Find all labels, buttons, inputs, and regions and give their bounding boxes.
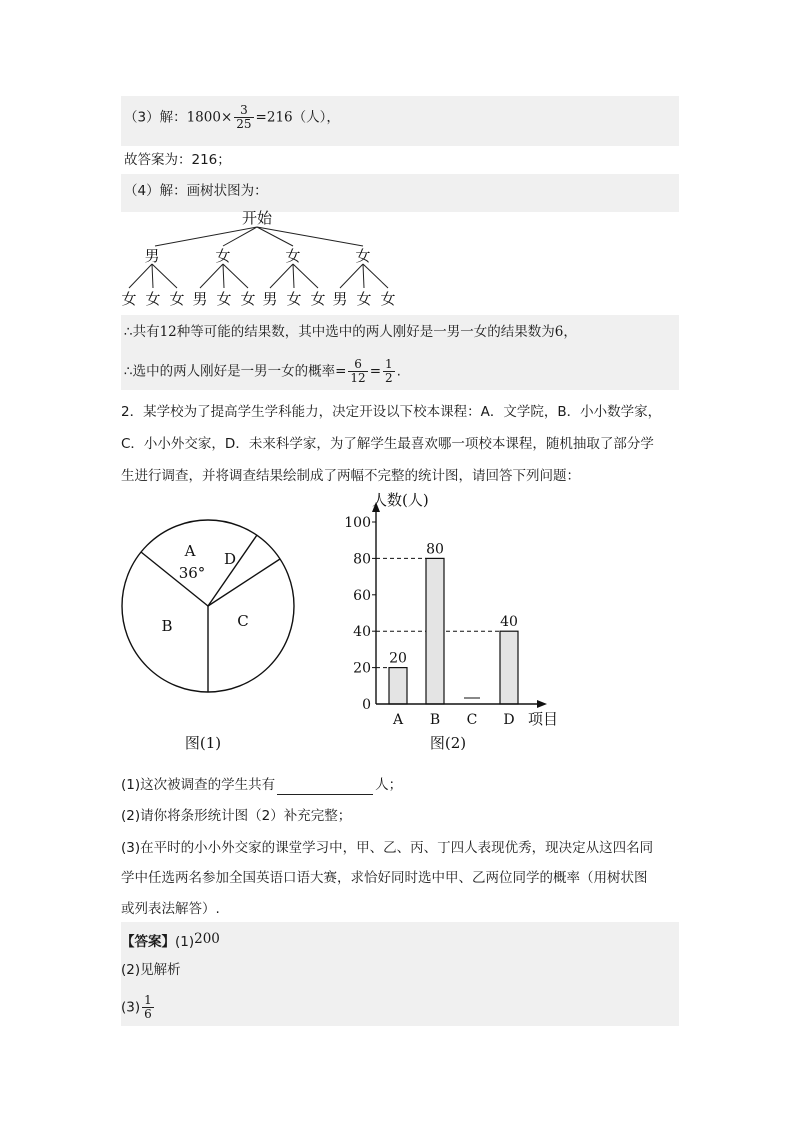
tree-l2-0-0: 女 — [121, 290, 137, 308]
pie-label-b: B — [161, 617, 173, 635]
pie-angle-a: 36° — [178, 564, 206, 582]
pie-label-c: C — [237, 612, 249, 630]
conclusion2-f2-den: 2 — [385, 371, 393, 385]
conclusion1-line — [124, 322, 577, 342]
tree-l2-2-0: 男 — [262, 290, 278, 308]
part3-unit: （人）， — [292, 109, 340, 126]
subq1-line — [121, 775, 402, 795]
tree-l2-0-1: 女 — [145, 290, 161, 308]
part4-line: （4）解：画树状图为： — [124, 183, 268, 199]
part3-frac-num: 3 — [234, 104, 253, 118]
tree-l2-0-2: 女 — [169, 290, 185, 308]
bar-value-label: 80 — [426, 541, 444, 558]
q2-line3: 生进行调查，并将调查结果绘制成了两幅不完整的统计图，请回答下列问题： — [121, 468, 580, 484]
tree-l2-2-1: 女 — [286, 290, 302, 308]
answer-label: 【答案】 — [121, 934, 175, 950]
x-tick-label: D — [503, 712, 515, 728]
conclusion1-text-a: ∴共有 — [124, 324, 160, 340]
bar-value-label: 40 — [500, 614, 518, 631]
answer3-fraction — [142, 994, 154, 1021]
conclusion2-f1-den: 12 — [350, 371, 366, 385]
answer3-num: 1 — [144, 993, 152, 1007]
tree-diagram — [117, 208, 517, 316]
pie-divider-dc — [208, 559, 280, 606]
pie-label-a: A — [184, 542, 196, 560]
tree-l2-3-0: 男 — [332, 290, 348, 308]
bar — [426, 558, 444, 704]
part3-frac-den: 25 — [236, 117, 252, 131]
y-axis-title: 人数(人) — [372, 491, 429, 509]
y-tick-label: 80 — [353, 551, 371, 568]
subq3-line1: (3)在平时的小小外交家的课堂学习中，甲、乙、丙、丁四人表现优秀，现决定从这四名同 — [121, 840, 654, 856]
conclusion2-frac2 — [383, 358, 395, 385]
subq1-blank[interactable] — [277, 780, 373, 795]
conclusion2-f2-num: 1 — [385, 357, 393, 371]
x-tick-label: C — [466, 712, 478, 728]
conclusion2-f1-num: 6 — [348, 358, 367, 372]
part3-line — [124, 104, 340, 131]
answer1-value: 200 — [194, 931, 220, 947]
conclusion2-text: ∴选中的两人刚好是一男一女的概率 — [124, 363, 336, 380]
tree-l2-2-2: 女 — [310, 290, 326, 308]
bar — [389, 668, 407, 704]
bar — [500, 631, 518, 704]
q2-line2: C．小小外交家，D．未来科学家，为了解学生最喜欢哪一项校本课程，随机抽取了部分学 — [121, 436, 654, 452]
answer3-line-final — [121, 994, 156, 1021]
pie-divider-ad — [208, 535, 257, 606]
answer3-den: 6 — [144, 1007, 152, 1021]
part3-expr-right: =216 — [255, 109, 293, 126]
answer2-line: (2)见解析 — [121, 962, 181, 978]
x-axis-title: 项目 — [528, 710, 559, 728]
part3-fraction — [234, 104, 253, 131]
bar-chart — [330, 490, 570, 750]
bar-value-label: 20 — [389, 650, 407, 667]
subq3-line3: 或列表法解答）. — [121, 901, 220, 917]
subq1-text: (1)这次被调查的学生共有 — [121, 777, 276, 793]
conclusion1-fav: 6 — [554, 324, 564, 340]
subq3-line2: 学中任选两名参加全国英语口语大赛，求恰好同时选中甲、乙两位同学的概率（用树状图 — [121, 870, 648, 886]
tree-l1-2: 女 — [285, 247, 301, 265]
tree-root: 开始 — [241, 209, 273, 227]
conclusion1-text-b: 种等可能的结果数，其中选中的两人刚好是一男一女的结果数为 — [176, 324, 555, 340]
tree-l2-1-2: 女 — [240, 290, 256, 308]
tree-l1-3: 女 — [355, 247, 371, 265]
tree-l2-3-2: 女 — [380, 290, 396, 308]
part3-label: （3）解： — [124, 109, 187, 126]
tree-edges — [129, 227, 388, 288]
conclusion2-line: ∴选中的两人刚好是一男一女的概率= $\frac{6}{12}$ = $\frac{1}{2}$ . — [124, 357, 401, 385]
conclusion1-text-c: ， — [563, 324, 577, 340]
y-tick-label: 100 — [344, 515, 371, 531]
q2-line1: 2．某学校为了提高学生学科能力，决定开设以下校本课程：A．文学院，B．小小数学家， — [121, 404, 662, 420]
conclusion2-end: . — [396, 363, 401, 380]
subq1-end: 人； — [375, 777, 403, 793]
x-tick-label: A — [392, 712, 404, 728]
bar-caption: 图(2) — [429, 734, 467, 750]
pie-caption: 图(1) — [184, 734, 222, 752]
x-axis-arrow — [537, 700, 547, 708]
pie-label-d: D — [223, 550, 237, 568]
tree-l1-1: 女 — [215, 247, 231, 265]
tree-l1-0: 男 — [144, 247, 160, 265]
tree-l2-1-1: 女 — [216, 290, 232, 308]
answer3-prefix: (3) — [121, 999, 141, 1016]
answer3-line: 故答案为：216； — [124, 152, 231, 168]
tree-l2-3-1: 女 — [356, 290, 372, 308]
pie-chart — [110, 505, 310, 765]
conclusion2-frac1 — [348, 358, 367, 385]
y-tick-label: 60 — [353, 587, 371, 604]
conclusion1-total: 12 — [159, 324, 177, 340]
y-tick-label: 20 — [353, 660, 371, 677]
tree-l2-1-0: 男 — [192, 290, 208, 308]
subq2-line: (2)请你将条形统计图（2）补充完整； — [121, 808, 352, 824]
y-tick-label: 40 — [353, 624, 371, 641]
answer1-line — [121, 929, 220, 952]
answer1-prefix: (1) — [175, 934, 195, 950]
y-tick-label: 0 — [362, 697, 371, 713]
x-tick-label: B — [429, 712, 441, 728]
part3-expr-left: 1800× — [186, 109, 233, 126]
